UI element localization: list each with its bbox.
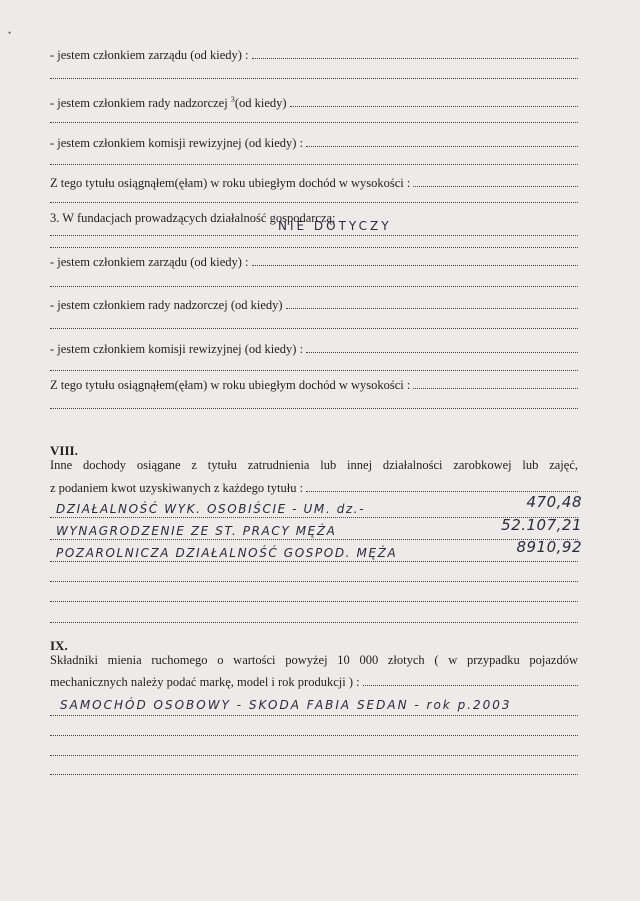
label-text: - jestem członkiem rady nadzorczej — [50, 96, 228, 111]
dotted-fill — [306, 490, 578, 492]
field-label: - jestem członkiem zarządu (od kiedy) : — [50, 255, 249, 269]
dotted-line — [50, 734, 578, 736]
section-viii-text-line2 — [50, 481, 578, 496]
scan-speck: • — [8, 28, 12, 38]
dotted-line — [50, 773, 578, 775]
label-suffix: (od kiedy) — [234, 96, 287, 111]
dotted-line — [50, 538, 578, 540]
dotted-line — [50, 77, 578, 79]
field-label: - jestem członkiem komisji rewizyjnej (od kiedy) : — [50, 136, 304, 150]
audit-committee-line — [50, 342, 578, 357]
footnote-mark: 3 — [230, 95, 235, 104]
management-board-line — [50, 255, 578, 270]
supervisory-board-line — [50, 92, 578, 111]
dotted-line — [50, 714, 578, 716]
section-ix-text-line1: Składniki mienia ruchomego o wartości powyżej 10 000 złotych ( w przypadku pojazdów — [50, 653, 578, 667]
dotted-line — [50, 580, 578, 582]
dotted-line — [50, 369, 578, 371]
income-line — [50, 378, 578, 393]
dotted-fill — [306, 351, 578, 353]
dotted-fill — [252, 264, 578, 266]
field-label: Z tego tytułu osiągnąłem(ęłam) w roku ubiegłym dochód w wysokości : — [50, 378, 411, 392]
dotted-line — [50, 407, 578, 409]
section-ix-text-line2 — [50, 675, 578, 690]
dotted-line — [50, 121, 578, 123]
supervisory-board-line — [50, 298, 578, 313]
income-entry-desc: POZAROLNICZA DZIAŁALNOŚĆ GOSPOD. MĘŻA — [56, 546, 398, 560]
dotted-fill — [290, 105, 578, 107]
section-viii-heading: VIII. — [50, 443, 78, 458]
income-entry-amount: 8910,92 — [516, 538, 582, 556]
income-entry-amount: 52.107,21 — [501, 516, 582, 534]
dotted-line — [50, 246, 578, 248]
dotted-fill — [363, 684, 578, 686]
audit-committee-line — [50, 136, 578, 151]
dotted-line — [50, 327, 578, 329]
field-label: - jestem członkiem komisji rewizyjnej (od kiedy) : — [50, 342, 304, 356]
income-entry-desc: DZIAŁALNOŚĆ WYK. OSOBIŚCIE - UM. dz.- — [56, 502, 366, 516]
income-entry-amount: 470,48 — [526, 493, 582, 511]
section-ix-heading: IX. — [50, 638, 68, 653]
dotted-line — [50, 621, 578, 623]
handwritten-not-applicable: NIE DOTYCZY — [278, 219, 392, 233]
dotted-fill — [286, 307, 578, 309]
field-label: - jestem członkiem zarządu (od kiedy) : — [50, 48, 249, 62]
dotted-fill — [413, 387, 578, 389]
field-label: mechanicznych należy podać markę, model i rok produkcji ) : — [50, 675, 360, 689]
dotted-line — [50, 754, 578, 756]
dotted-line — [50, 516, 578, 518]
dotted-line — [50, 163, 578, 165]
dotted-fill — [306, 145, 578, 147]
field-label: z podaniem kwot uzyskiwanych z każdego tytułu : — [50, 481, 304, 495]
movable-property-entry: SAMOCHÓD OSOBOWY - SKODA FABIA SEDAN - rok p.2003 — [60, 698, 512, 712]
section-viii-text-line1: Inne dochody osiągane z tytułu zatrudnienia lub innej działalności zarobkowej lub zajęć, — [50, 458, 578, 472]
dotted-fill — [252, 57, 578, 59]
dotted-line — [50, 234, 578, 236]
income-entry-desc: WYNAGRODZENIE ZE ST. PRACY MĘŻA — [56, 524, 337, 538]
dotted-line — [50, 201, 578, 203]
dotted-line — [50, 285, 578, 287]
dotted-fill — [413, 185, 578, 187]
field-label — [50, 92, 287, 111]
income-line — [50, 176, 578, 191]
section-title: 3. W fundacjach prowadzących działalność gospodarczą: — [50, 211, 336, 225]
field-label: - jestem członkiem rady nadzorczej (od kiedy) — [50, 298, 283, 312]
management-board-line — [50, 48, 578, 63]
dotted-line — [50, 600, 578, 602]
dotted-line — [50, 560, 578, 562]
field-label: Z tego tytułu osiągnąłem(ęłam) w roku ubiegłym dochód w wysokości : — [50, 176, 411, 190]
